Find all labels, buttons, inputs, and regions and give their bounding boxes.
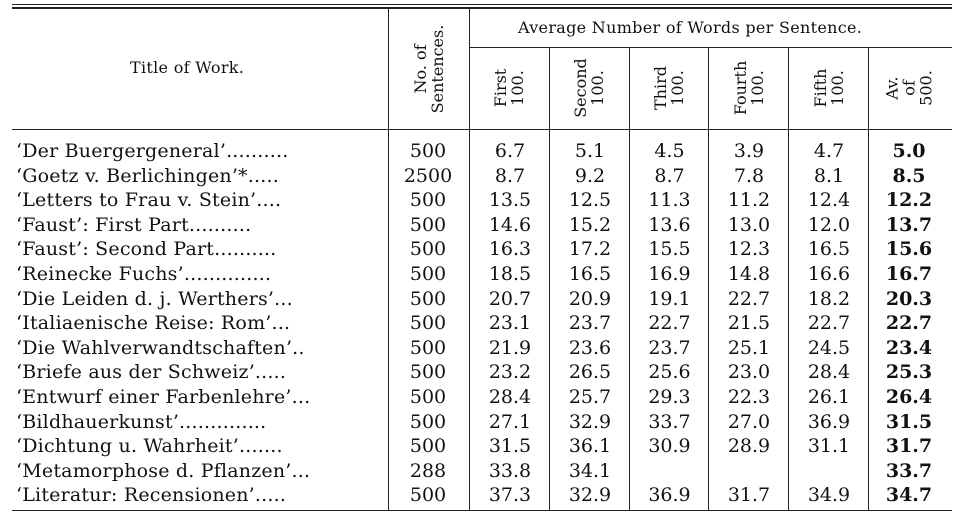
first-100-value: 23.1 [488, 312, 532, 335]
column-header [812, 48, 846, 128]
third-100-value: 29.3 [648, 386, 691, 408]
third-100-value: 16.9 [648, 263, 691, 285]
first-100-value: 21.9 [488, 336, 532, 359]
column-header [572, 48, 606, 128]
third-100-value: 13.6 [648, 213, 691, 236]
fifth-100-value: 16.6 [807, 263, 851, 285]
fifth-100-value: 34.9 [807, 484, 851, 507]
first-100-value: 14.6 [488, 213, 532, 236]
work-title: ‘Letters to Frau v. Stein’.... [16, 189, 282, 212]
work-title: ‘Faust’: Second Part.......... [16, 238, 277, 261]
fourth-100-value: 3.9 [733, 140, 765, 162]
sentence-count: 500 [409, 263, 447, 285]
second-100-value: 36.1 [568, 435, 612, 458]
third-100-value: 22.7 [648, 312, 691, 335]
title-of-work-header: Title of Work. [130, 58, 245, 77]
table-row [0, 434, 960, 459]
sentence-count: 500 [409, 140, 447, 162]
sentence-count: 500 [409, 238, 447, 261]
column-header [884, 48, 935, 128]
table-row [0, 262, 960, 287]
work-title: ‘Metamorphose d. Pflanzen’... [16, 459, 311, 482]
first-100-value: 20.7 [488, 287, 532, 310]
table-row [0, 287, 960, 312]
fifth-100-value: 16.5 [807, 238, 851, 261]
first-100-value: 8.7 [494, 164, 526, 187]
first-100-value: 27.1 [488, 410, 532, 433]
third-100-value: 23.7 [648, 336, 691, 359]
table-row [0, 311, 960, 336]
third-100-value: 36.9 [648, 484, 691, 507]
table-row [0, 237, 960, 262]
fifth-100-value: 8.1 [813, 164, 845, 187]
fifth-100-value: 31.1 [807, 435, 851, 458]
sentence-count: 500 [409, 484, 447, 507]
column-header-line: 100. [588, 70, 607, 106]
table-row [0, 360, 960, 385]
sentence-count: 500 [409, 361, 447, 384]
column-header-line: Fourth [731, 60, 750, 116]
work-title: ‘Faust’: First Part.......... [16, 213, 252, 236]
work-title: ‘Die Leiden d. j. Werthers’... [16, 287, 293, 310]
column-header-line: of [899, 80, 919, 96]
sentence-count: 500 [409, 213, 447, 236]
first-100-value: 16.3 [488, 238, 532, 261]
second-100-value: 20.9 [568, 287, 612, 310]
first-100-value: 33.8 [488, 459, 532, 482]
table-row [0, 213, 960, 238]
fourth-100-value: 22.3 [727, 386, 771, 408]
fourth-100-value: 27.0 [727, 410, 771, 433]
top-rule-second [12, 7, 952, 9]
average-of-500-value: 33.7 [885, 459, 933, 482]
column-header-line: Third [651, 66, 670, 110]
work-title: ‘Reinecke Fuchs’.............. [16, 263, 272, 285]
third-100-value: 4.5 [654, 140, 685, 162]
sentence-count: 500 [409, 410, 447, 433]
average-of-500-value: 23.4 [885, 336, 933, 359]
column-header-line: Fifth [811, 68, 830, 108]
average-of-500-value: 5.0 [892, 140, 926, 162]
fifth-100-value: 18.2 [807, 287, 851, 310]
no-of-sentences-header [412, 19, 446, 119]
table-row [0, 164, 960, 189]
table-row [0, 336, 960, 361]
first-100-value: 37.3 [488, 484, 532, 507]
column-header [492, 48, 526, 128]
fifth-100-value: 12.0 [807, 213, 851, 236]
fifth-100-value: 28.4 [807, 361, 851, 384]
fifth-100-value: 24.5 [807, 336, 851, 359]
third-100-value: 19.1 [648, 287, 691, 310]
second-100-value: 23.7 [568, 312, 612, 335]
fourth-100-value: 31.7 [727, 484, 771, 507]
third-100-value: 25.6 [648, 361, 691, 384]
column-header-line: Av. [882, 76, 902, 100]
average-words-header: Average Number of Words per Sentence. [518, 18, 863, 37]
table-row [0, 483, 960, 508]
average-of-500-value: 34.7 [885, 484, 933, 507]
average-of-500-value: 25.3 [885, 361, 933, 384]
average-group-rule [470, 47, 952, 48]
work-title: ‘Entwurf einer Farbenlehre’... [16, 386, 311, 408]
table-row [0, 139, 960, 164]
work-title: ‘Die Wahlverwandtschaften’.. [16, 336, 305, 359]
work-title: ‘Dichtung u. Wahrheit’....... [16, 435, 283, 458]
second-100-value: 34.1 [568, 459, 612, 482]
second-100-value: 17.2 [568, 238, 612, 261]
fourth-100-value: 7.8 [733, 164, 765, 187]
third-100-value: 11.3 [648, 189, 691, 212]
first-100-value: 13.5 [488, 189, 532, 212]
second-100-value: 23.6 [568, 336, 612, 359]
third-100-value: 15.5 [648, 238, 691, 261]
second-100-value: 25.7 [568, 386, 612, 408]
work-title: ‘Literatur: Recensionen’..... [16, 484, 287, 507]
second-100-value: 26.5 [568, 361, 612, 384]
fourth-100-value: 12.3 [727, 238, 771, 261]
fourth-100-value: 14.8 [727, 263, 771, 285]
fifth-100-value: 36.9 [807, 410, 851, 433]
column-header-line: 100. [668, 70, 687, 106]
second-100-value: 16.5 [568, 263, 612, 285]
no-of-sentences-line1: No. of [411, 44, 430, 94]
second-100-value: 5.1 [574, 140, 606, 162]
work-title: ‘Goetz v. Berlichingen’*..... [16, 164, 279, 187]
average-of-500-value: 31.5 [885, 410, 933, 433]
fourth-100-value: 23.0 [727, 361, 771, 384]
sentence-count: 500 [409, 189, 447, 212]
first-100-value: 31.5 [488, 435, 532, 458]
sentence-count: 500 [409, 386, 447, 408]
column-header [652, 48, 686, 128]
sentence-count: 288 [409, 459, 447, 482]
fourth-100-value: 11.2 [727, 189, 771, 212]
fifth-100-value: 4.7 [813, 140, 845, 162]
average-of-500-value: 8.5 [892, 164, 926, 187]
top-rule [12, 4, 952, 5]
column-header-line: 500. [916, 70, 936, 106]
second-100-value: 15.2 [568, 213, 612, 236]
fourth-100-value: 13.0 [727, 213, 771, 236]
work-title: ‘Italiaenische Reise: Rom’... [16, 312, 291, 335]
work-title: ‘Briefe aus der Schweiz’..... [16, 361, 287, 384]
no-of-sentences-line2: Sentences. [428, 24, 447, 114]
first-100-value: 23.2 [488, 361, 532, 384]
table-row [0, 385, 960, 410]
average-of-500-value: 26.4 [885, 386, 933, 408]
first-100-value: 18.5 [488, 263, 532, 285]
average-of-500-value: 31.7 [885, 435, 933, 458]
third-100-value: 8.7 [654, 164, 685, 187]
third-100-value: 30.9 [648, 435, 691, 458]
second-100-value: 32.9 [568, 410, 612, 433]
column-header [732, 48, 766, 128]
average-of-500-value: 15.6 [885, 238, 933, 261]
third-100-value: 33.7 [648, 410, 691, 433]
fifth-100-value: 22.7 [807, 312, 851, 335]
column-header-line: First [491, 68, 510, 108]
bottom-rule [12, 510, 952, 511]
column-header-line: Second [571, 58, 590, 118]
second-100-value: 9.2 [574, 164, 606, 187]
first-100-value: 6.7 [494, 140, 526, 162]
table-row [0, 410, 960, 435]
second-100-value: 12.5 [568, 189, 612, 212]
sentence-count: 500 [409, 287, 447, 310]
fifth-100-value: 26.1 [807, 386, 851, 408]
second-100-value: 32.9 [568, 484, 612, 507]
first-100-value: 28.4 [488, 386, 532, 408]
sentence-count: 500 [409, 336, 447, 359]
average-of-500-value: 12.2 [885, 189, 933, 212]
column-header-line: 100. [828, 70, 847, 106]
average-of-500-value: 20.3 [885, 287, 933, 310]
sentence-count: 500 [409, 435, 447, 458]
header-bottom-rule [12, 129, 952, 130]
sentence-count: 2500 [403, 164, 453, 187]
fourth-100-value: 25.1 [727, 336, 771, 359]
table-row [0, 459, 960, 484]
average-of-500-value: 16.7 [885, 263, 933, 285]
work-title: ‘Bildhauerkunst’.............. [16, 410, 267, 433]
table-row [0, 188, 960, 213]
fifth-100-value: 12.4 [807, 189, 851, 212]
work-title: ‘Der Buergergeneral’.......... [16, 140, 289, 162]
fourth-100-value: 22.7 [727, 287, 771, 310]
sentence-count: 500 [409, 312, 447, 335]
average-of-500-value: 13.7 [885, 213, 933, 236]
fourth-100-value: 21.5 [727, 312, 771, 335]
average-of-500-value: 22.7 [885, 312, 933, 335]
column-header-line: 100. [508, 70, 527, 106]
fourth-100-value: 28.9 [727, 435, 771, 458]
column-header-line: 100. [748, 70, 767, 106]
